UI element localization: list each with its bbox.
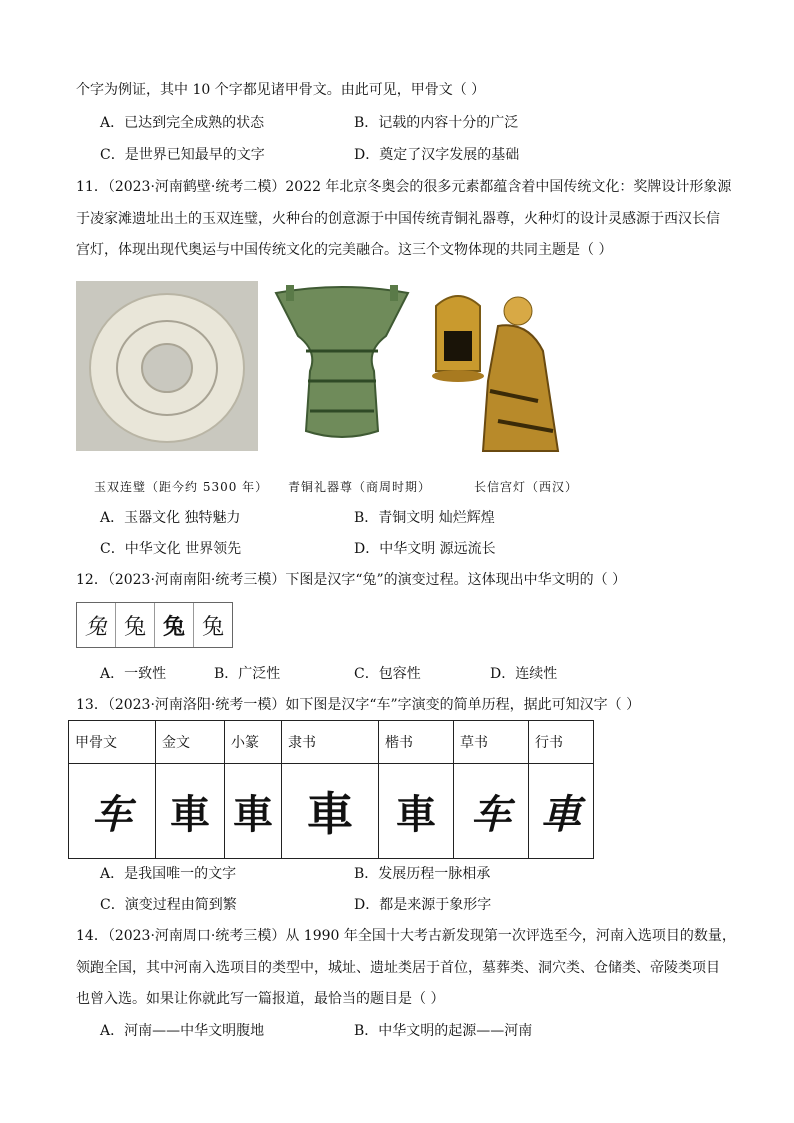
script-evolution-table xyxy=(68,720,594,859)
caption-jade-disc: 玉双连璧（距今约 5300 年） xyxy=(94,480,269,494)
glyph-clerical: 車 xyxy=(282,764,379,859)
palace-lamp-image xyxy=(428,281,568,456)
q12-stem: 12．（2023·河南南阳·统考三模）下图是汉字“兔”的演变过程。这体现出中华文明的（ ） xyxy=(76,572,627,588)
rabbit-evolution-strip xyxy=(76,602,233,648)
q14-stem-line1: 14．（2023·河南周口·统考三模）从 1990 年全国十大考古新发现第一次评选至今，河南入选项目的数量， xyxy=(76,928,736,944)
q14-option-b: B．中华文明的起源——河南 xyxy=(354,1023,533,1039)
bronze-zun-image xyxy=(266,281,418,451)
caption-bronze-zun: 青铜礼器尊（商周时期） xyxy=(288,480,432,494)
q11-stem-line2: 于凌家滩遗址出土的玉双连璧，火种台的创意源于中国传统青铜礼器尊，火种灯的设计灵感源于西汉长信 xyxy=(76,211,720,227)
q10-stem: 个字为例证，其中 10 个字都见诸甲骨文。由此可见，甲骨文（ ） xyxy=(76,82,486,98)
glyph-cursive: 车 xyxy=(454,764,529,859)
q13-stem: 13．（2023·河南洛阳·统考一模）如下图是汉字“车”字演变的简单历程，据此可知汉字（ ） xyxy=(76,697,641,713)
glyph-oracle-bone: 车 xyxy=(69,764,156,859)
q14-stem-line3: 也曾入选。如果让你就此写一篇报道，最恰当的题目是（ ） xyxy=(76,991,445,1007)
q10-option-d: D．奠定了汉字发展的基础 xyxy=(354,147,520,163)
glyph-small-seal: 車 xyxy=(225,764,282,859)
q11-option-c: C．中华文化 世界领先 xyxy=(100,541,242,557)
q12-option-a: A．一致性 xyxy=(100,666,167,682)
header-small-seal: 小篆 xyxy=(225,721,282,764)
header-regular: 楷书 xyxy=(379,721,454,764)
q11-option-b: B．青铜文明 灿烂辉煌 xyxy=(354,510,495,526)
q13-option-b: B．发展历程一脉相承 xyxy=(354,866,491,882)
q10-option-c: C．是世界已知最早的文字 xyxy=(100,147,265,163)
glyph-bronze: 車 xyxy=(156,764,225,859)
q11-stem-line1: 11．（2023·河南鹤壁·统考二模）2022 年北京冬奥会的很多元素都蕴含着中国传统文化：奖牌设计形象源 xyxy=(76,179,732,195)
q13-option-d: D．都是来源于象形字 xyxy=(354,897,492,913)
q13-option-a: A．是我国唯一的文字 xyxy=(100,866,237,882)
glyph-running: 車 xyxy=(529,764,594,859)
glyph-regular: 車 xyxy=(379,764,454,859)
header-oracle-bone: 甲骨文 xyxy=(69,721,156,764)
q11-stem-line3: 宫灯，体现出现代奥运与中国传统文化的完美融合。这三个文物体现的共同主题是（ ） xyxy=(76,242,613,258)
q14-option-a: A．河南——中华文明腹地 xyxy=(100,1023,265,1039)
q12-option-c: C．包容性 xyxy=(354,666,421,682)
rabbit-glyph-3: 兔 xyxy=(155,603,194,647)
rabbit-glyph-1: 兔 xyxy=(77,603,116,647)
header-cursive: 草书 xyxy=(454,721,529,764)
q13-option-c: C．演变过程由简到繁 xyxy=(100,897,237,913)
header-clerical: 隶书 xyxy=(282,721,379,764)
q12-option-d: D．连续性 xyxy=(490,666,558,682)
q11-option-a: A．玉器文化 独特魅力 xyxy=(100,510,241,526)
header-bronze: 金文 xyxy=(156,721,225,764)
q10-option-b: B．记载的内容十分的广泛 xyxy=(354,115,519,131)
q14-stem-line2: 领跑全国，其中河南入选项目的类型中，城址、遗址类居于首位，墓葬类、洞穴类、仓储类、帝陵类项目 xyxy=(76,960,720,976)
caption-palace-lamp: 长信宫灯（西汉） xyxy=(474,480,579,494)
jade-disc-image xyxy=(76,281,258,451)
rabbit-glyph-4: 兔 xyxy=(201,614,224,640)
header-running: 行书 xyxy=(529,721,594,764)
q10-option-a: A．已达到完全成熟的状态 xyxy=(100,115,265,131)
q11-option-d: D．中华文明 源远流长 xyxy=(354,541,496,557)
rabbit-glyph-2: 兔 xyxy=(116,603,155,647)
q12-option-b: B．广泛性 xyxy=(214,666,281,682)
